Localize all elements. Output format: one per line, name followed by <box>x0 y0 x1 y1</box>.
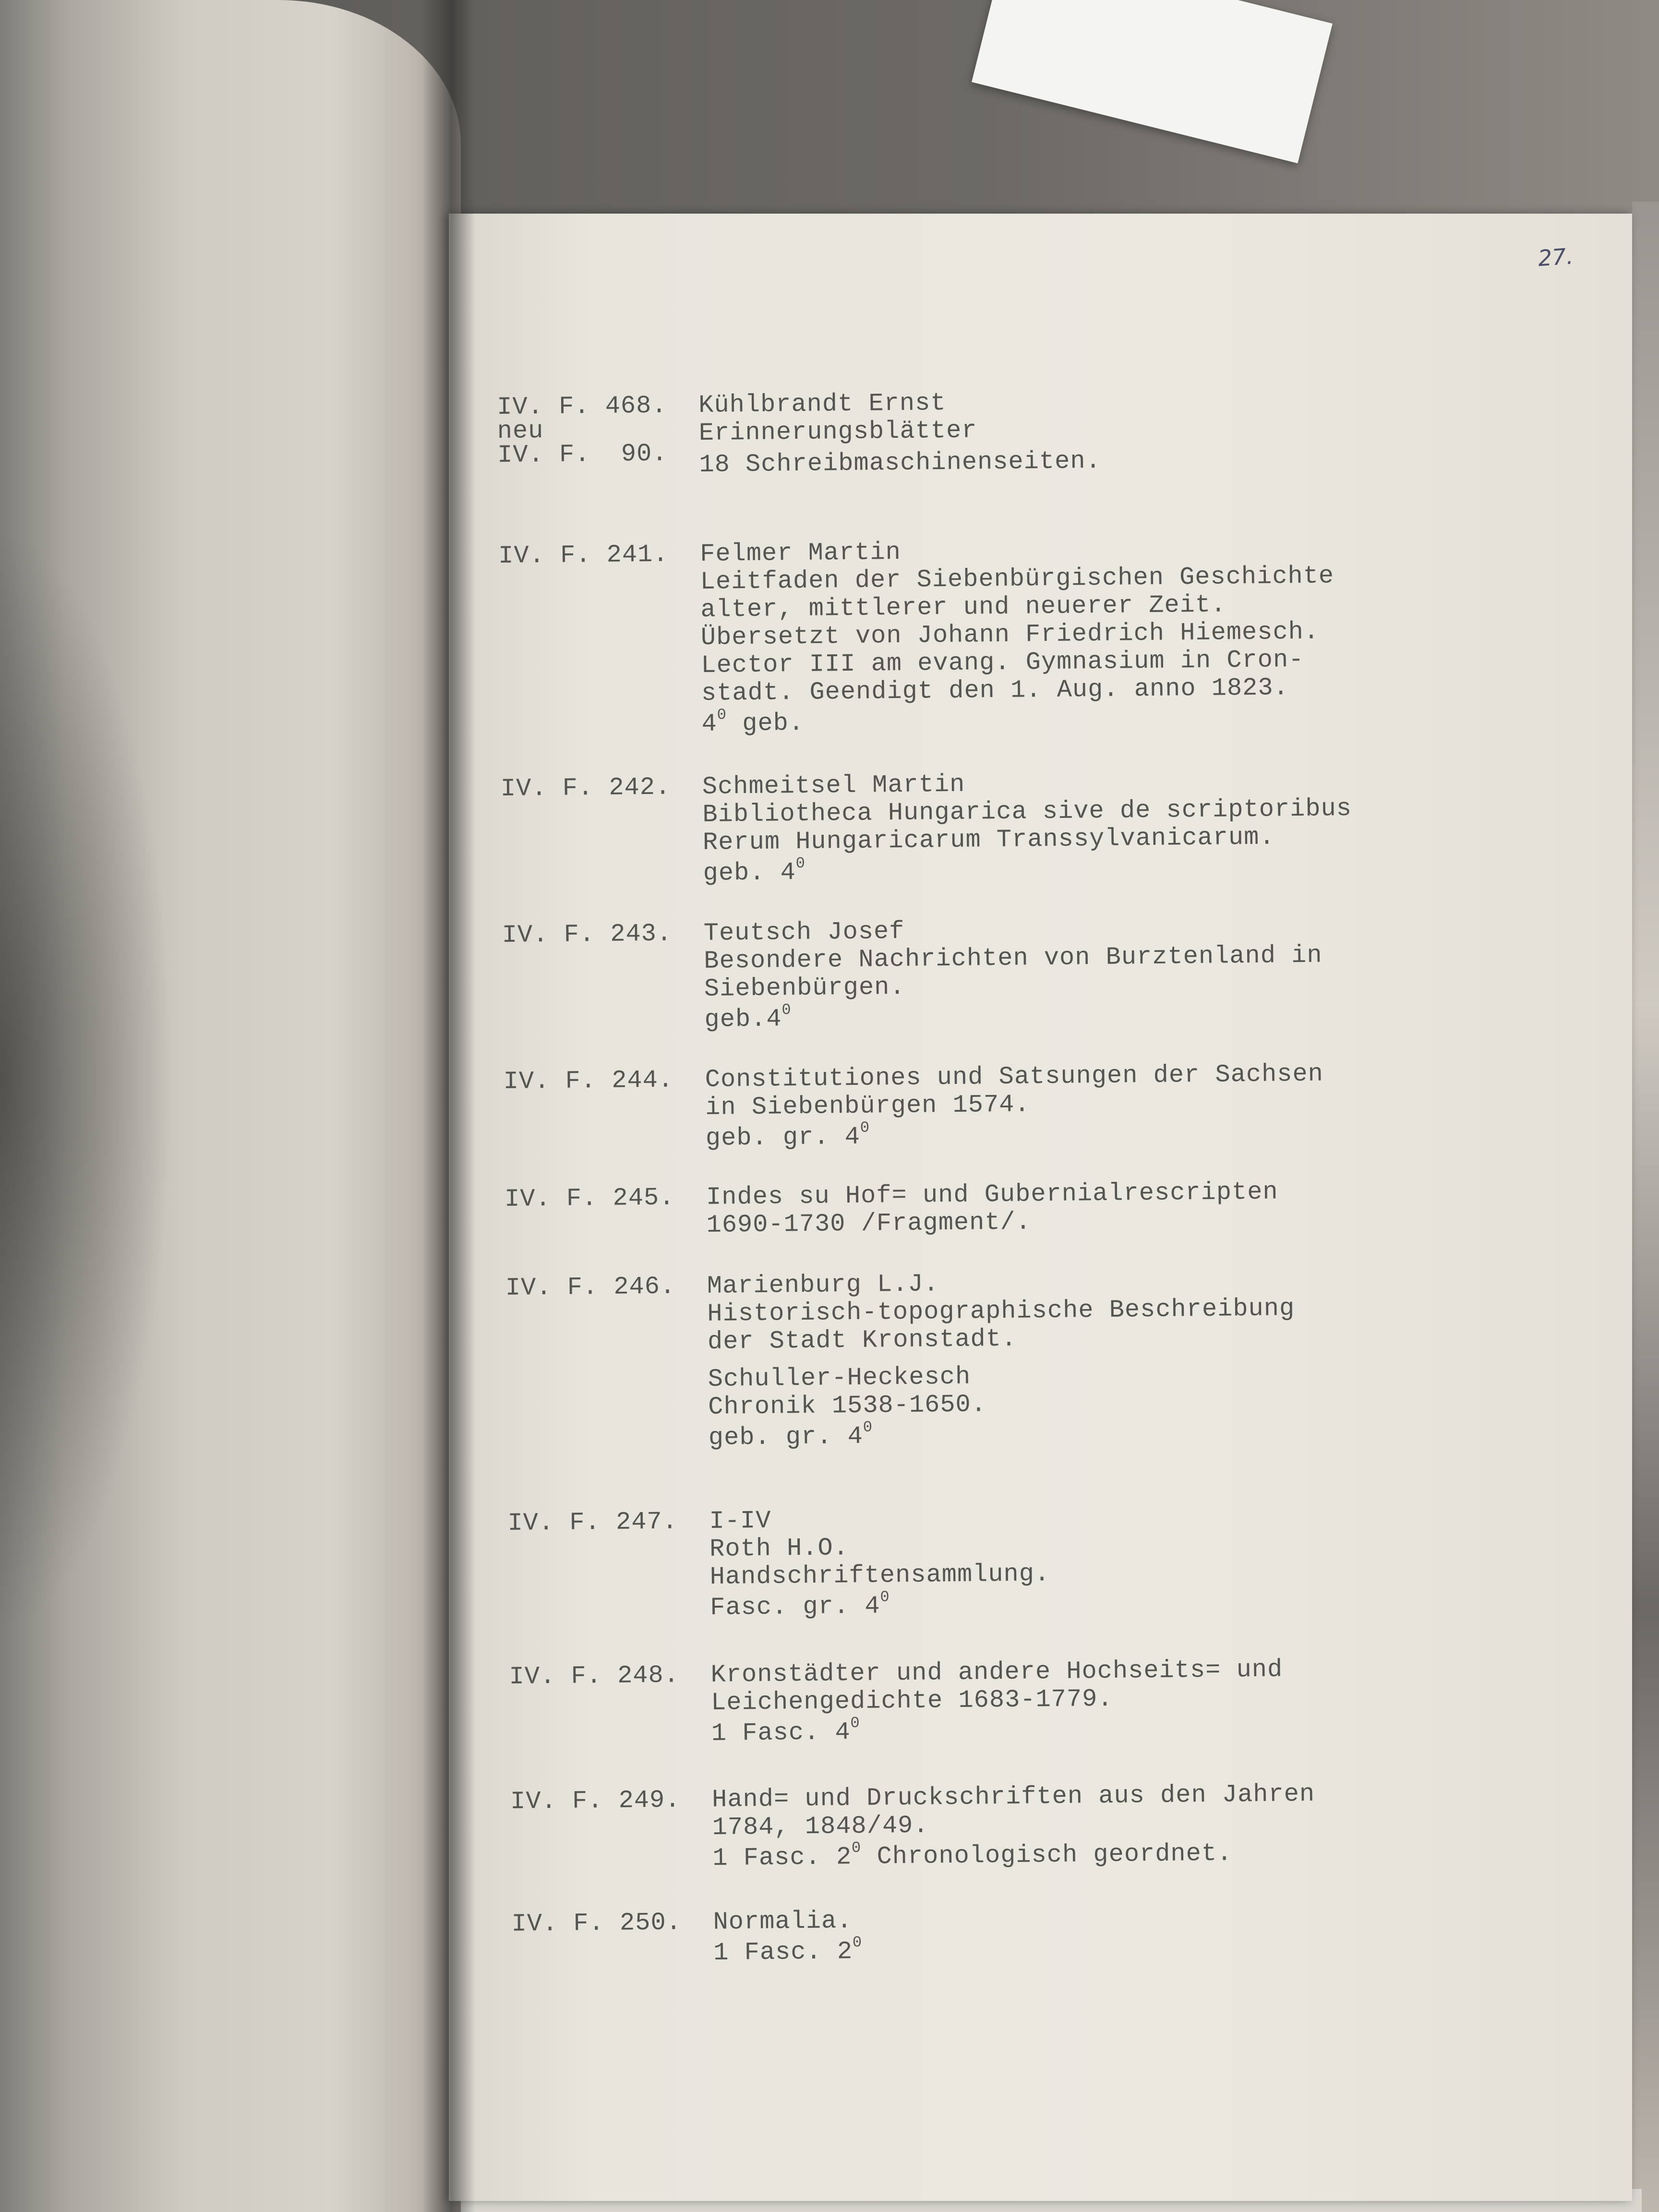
entry-signature: IV. F. 468. <box>496 391 667 421</box>
entry-old-signature: IV. F. 90. <box>497 439 668 469</box>
catalog-entry-250 <box>511 1900 1615 1967</box>
entry-line: Leitfaden der Siebenbürgischen Geschichte <box>700 562 1334 596</box>
catalog-entry-241 <box>498 532 1602 738</box>
entry-format: geb. $4^0$ <box>703 854 806 888</box>
entry-signature: IV. F. 243. <box>502 919 673 950</box>
catalog-entry-248 <box>509 1653 1613 1748</box>
entry-line: Normalia. <box>713 1907 853 1936</box>
left-page-shadow <box>0 528 173 1632</box>
entry-format: geb. gr. $4^0$ <box>708 1418 873 1452</box>
entry-line: I-IV <box>709 1506 771 1536</box>
entry-format: 1 Fasc. $4^0$ <box>711 1714 860 1748</box>
entry-signature: IV. F. 241. <box>498 540 669 570</box>
entry-line: Constitutiones und Satsungen der Sachsen <box>705 1059 1324 1094</box>
entry-body <box>713 1900 1616 1970</box>
entry-line: Siebenbürgen. <box>704 973 905 1003</box>
catalog-entry-242 <box>500 765 1605 888</box>
entry-line: alter, mittlerer und neuerer Zeit. <box>700 590 1226 624</box>
catalog-entry-245 <box>504 1175 1609 1239</box>
entry-line: in Siebenbürgen 1574. <box>705 1090 1030 1122</box>
entry-body <box>707 1264 1611 1455</box>
entry-line: Erinnerungsblätter <box>698 416 977 447</box>
entry-line: stadt. Geendigt den 1. Aug. anno 1823. <box>701 673 1289 708</box>
entry-signature: IV. F. 249. <box>510 1786 681 1816</box>
entry-line: Schuller-Heckesch <box>708 1362 971 1394</box>
entry-format: Fasc. gr. $4^0$ <box>710 1588 890 1622</box>
entry-old-label: neu <box>497 417 544 445</box>
entry-body <box>709 1499 1612 1625</box>
entry-body <box>700 532 1604 741</box>
entry-format: geb. gr. $4^0$ <box>705 1118 870 1153</box>
entry-line: der Stadt Kronstadt. <box>707 1324 1017 1356</box>
entry-body <box>712 1778 1615 1875</box>
entry-line: Historisch-topographische Beschreibung <box>707 1294 1295 1328</box>
entry-body <box>710 1653 1614 1751</box>
entry-body <box>702 765 1606 890</box>
entry-line: Indes su Hof= und Gubernialrescripten <box>706 1178 1278 1212</box>
entry-signature: IV. F. 245. <box>504 1183 675 1214</box>
catalog-entry-249 <box>510 1778 1614 1873</box>
entry-signature: IV. F. 248. <box>509 1661 680 1691</box>
entry-line: Lector III am evang. Gymnasium in Cron- <box>701 645 1304 680</box>
catalog-entry-246 <box>505 1264 1610 1452</box>
entry-signature: IV. F. 242. <box>500 773 671 803</box>
book-gutter-shadow <box>422 0 475 2212</box>
entry-format: 1 Fasc. $2^0$ <box>713 1933 863 1967</box>
entry-line: Rerum Hungaricarum Transsylvanicarum. <box>702 823 1275 857</box>
entry-line: Chronik 1538-1650. <box>708 1390 987 1421</box>
entry-body <box>705 1058 1608 1155</box>
entry-line: Roth H.O. <box>709 1534 849 1563</box>
catalog-entry-468 <box>496 383 1601 479</box>
catalog-entry-247 <box>507 1499 1611 1622</box>
page-number: 27. <box>1537 243 1574 272</box>
entry-signature: IV. F. 250. <box>511 1908 682 1938</box>
entry-body <box>698 383 1602 479</box>
entry-format: $4^0$ geb. <box>701 706 805 738</box>
entry-line: 1784, 1848/49. <box>712 1811 929 1842</box>
catalog-entry-243 <box>502 911 1606 1034</box>
entry-extra: 18 Schreibmaschinenseiten. <box>699 446 1102 479</box>
catalog-entry-244 <box>503 1058 1607 1153</box>
entry-body <box>706 1175 1609 1239</box>
entry-line: Kronstädter und andere Hochseits= und <box>710 1655 1283 1689</box>
entry-format: $geb.4^0$ <box>704 1001 792 1034</box>
document-page <box>449 214 1632 2201</box>
book-cover-edge <box>1632 202 1659 2212</box>
entry-signature: IV. F. 244. <box>503 1066 674 1096</box>
entry-line: 1690-1730 /Fragment/. <box>706 1208 1032 1239</box>
catalog-entries <box>497 383 1618 2208</box>
entry-line: Schmeitsel Martin <box>702 770 965 801</box>
entry-line: Handschriftensammlung. <box>709 1560 1050 1591</box>
entry-line: Übersetzt von Johann Friedrich Hiemesch. <box>700 617 1320 652</box>
entry-line: Hand= und Druckschriften aus den Jahren <box>711 1779 1315 1814</box>
entry-line: Kühlbrandt Ernst <box>698 389 946 420</box>
entry-line: Besondere Nachrichten von Burztenland in <box>704 941 1322 975</box>
entry-line: Teutsch Josef <box>703 917 905 948</box>
entry-line: Marienburg L.J. <box>707 1270 939 1300</box>
entry-signature: IV. F. 247. <box>507 1507 678 1538</box>
entry-signature: IV. F. 246. <box>505 1272 676 1302</box>
entry-format: 1 Fasc. $2^0$ Chronologisch geordnet. <box>712 1839 1233 1873</box>
entry-body <box>704 911 1607 1037</box>
entry-line: Bibliotheca Hungarica sive de scriptoribus <box>702 794 1352 829</box>
entry-line: Felmer Martin <box>699 538 902 568</box>
entry-line: Leichengedichte 1683-1779. <box>710 1684 1113 1717</box>
